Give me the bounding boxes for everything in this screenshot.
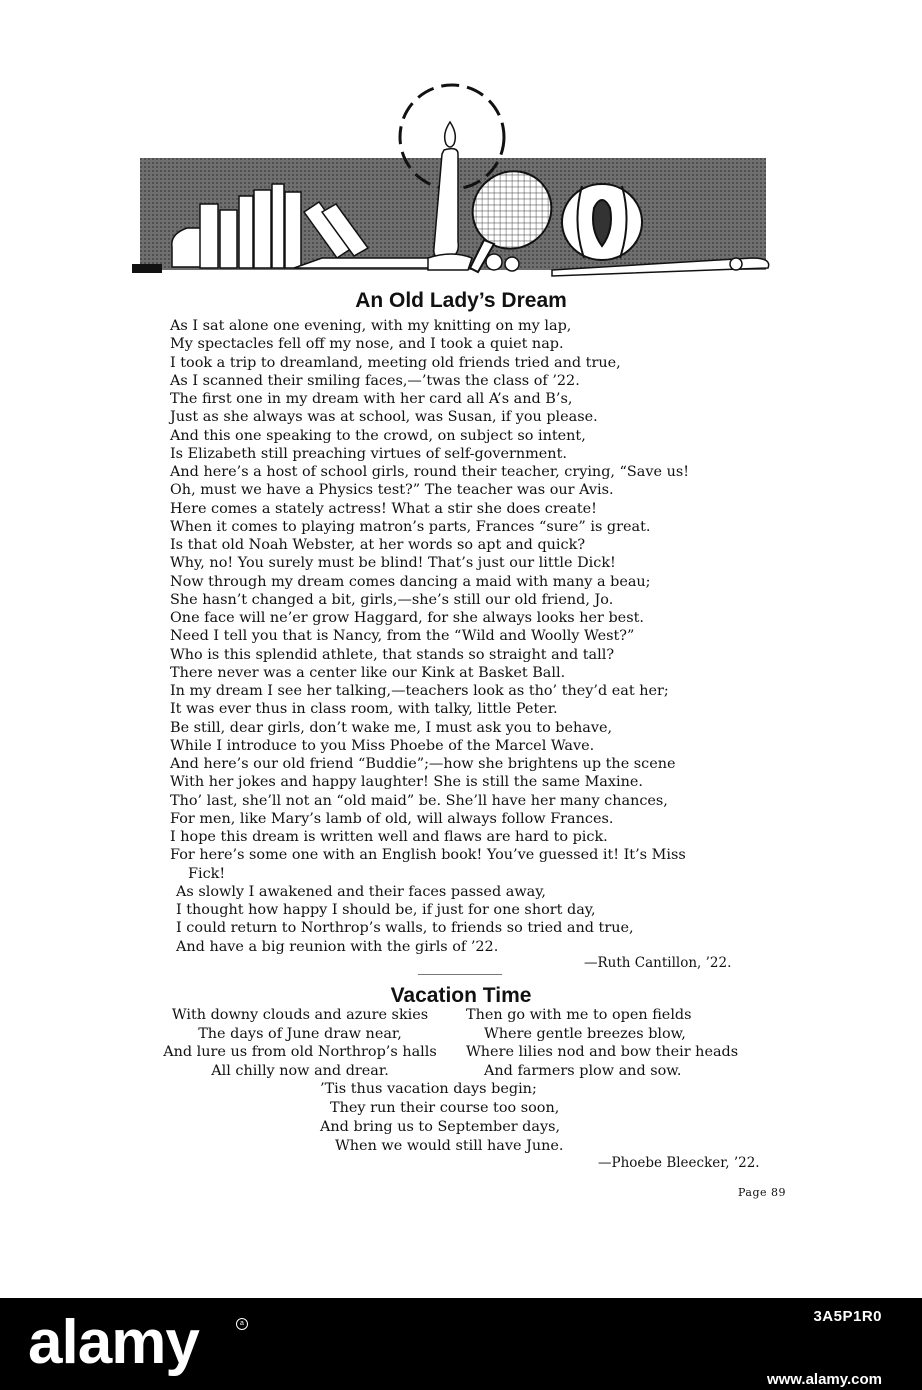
poem-line: There never was a center like our Kink at Basket Ball. [170, 664, 566, 681]
pumpkin-icon [562, 184, 642, 260]
poem-stanza-right [466, 1006, 786, 1080]
poem-line: Need I tell you that is Nancy, from the “Wild and Woolly West?” [170, 628, 635, 645]
poem-line: Is Elizabeth still preaching virtues of self-government. [170, 445, 567, 462]
poem-line: Now through my dream comes dancing a maid with many a beau; [170, 573, 651, 590]
poem-line: For here’s some one with an English book! You’ve guessed it! It’s Miss [170, 847, 686, 864]
page-number: Page 89 [738, 1186, 787, 1199]
poem-line: I took a trip to dreamland, meeting old friends tried and true, [170, 354, 621, 371]
poem-line: Where lilies nod and bow their heads [466, 1044, 739, 1060]
poem-line: I hope this dream is written well and flaws are hard to pick. [170, 829, 608, 845]
end-bar [132, 264, 162, 273]
poem-line: The days of June draw near, [198, 1025, 402, 1042]
poem-line: As I scanned their smiling faces,—’twas the class of ’22. [170, 372, 580, 389]
poem-line: Oh, must we have a Physics test?” The teacher was our Avis. [170, 482, 614, 499]
poem-line: For men, like Mary’s lamb of old, will always follow Frances. [170, 810, 614, 827]
poem-line: And here’s our old friend “Buddie”;—how she brightens up the scene [170, 756, 676, 772]
poem-line: Fick! [188, 865, 226, 882]
poem-line: Then go with me to open fields [466, 1007, 692, 1023]
poem-line: And this one speaking to the crowd, on subject so intent, [170, 427, 586, 444]
section-divider [418, 974, 502, 975]
poem-line: As I sat alone one evening, with my knitting on my lap, [170, 318, 572, 334]
poem-attribution: —Ruth Cantillon, ’22. [584, 955, 732, 971]
poem-line: And here’s a host of school girls, round their teacher, crying, “Save us! [170, 464, 690, 480]
poem-line: Here comes a stately actress! What a stir she does create! [170, 500, 597, 517]
poem-stanza-left [140, 1006, 460, 1080]
poem-line: Who is this splendid athlete, that stands so straight and tall? [170, 646, 615, 663]
poem-line: Tho’ last, she’ll not an “old maid” be. She’ll have her many chances, [170, 792, 668, 809]
poem-line: ’Tis thus vacation days begin; [320, 1081, 537, 1097]
poem-line: And bring us to September days, [320, 1119, 561, 1135]
ball-icon [486, 254, 502, 270]
poem-line: And farmers plow and sow. [484, 1062, 682, 1079]
poem-line: With downy clouds and azure skies [171, 1007, 429, 1023]
poem-line: Where gentle breezes blow, [484, 1025, 686, 1042]
poem-line: As slowly I awakened and their faces passed away, [176, 883, 547, 900]
still-life-illustration [132, 62, 782, 287]
image-id: 3A5P1R0 [813, 1308, 882, 1325]
poem-body [170, 317, 810, 956]
poem-line: With her jokes and happy laughter! She is still the same Maxine. [170, 774, 643, 791]
poem-line: And lure us from old Northrop’s halls [163, 1044, 437, 1060]
poem-line: All chilly now and drear. [211, 1062, 389, 1079]
poem-stanza-center [320, 1080, 563, 1156]
poem-line: I could return to Northrop’s walls, to friends so tried and true, [176, 920, 634, 937]
poem-line: In my dream I see her talking,—teachers look as tho’ they’d eat her; [170, 683, 669, 699]
poem-line: It was ever thus in class room, with talky, little Peter. [170, 701, 558, 718]
poem-line: While I introduce to you Miss Phoebe of the Marcel Wave. [170, 737, 595, 754]
site-url: www.alamy.com [766, 1371, 882, 1388]
poem-line: Just as she always was at school, was Susan, if you please. [170, 409, 598, 426]
ball-icon [730, 258, 742, 270]
poem-line: Why, no! You surely must be blind! That’s just our little Dick! [170, 555, 616, 572]
poem-line: They run their course too soon, [330, 1100, 560, 1116]
poem-title: Vacation Time [390, 984, 532, 1007]
poem-title: An Old Lady’s Dream [355, 289, 567, 312]
poem-line: Is that old Noah Webster, at her words so apt and quick? [170, 537, 586, 553]
poem-line: My spectacles fell off my nose, and I took a quiet nap. [170, 336, 564, 353]
ball-icon [505, 257, 519, 271]
poem-line: When it comes to playing matron’s parts, Frances “sure” is great. [170, 518, 651, 535]
watermark-footer [0, 1298, 922, 1390]
poem-line: I thought how happy I should be, if just for one short day, [176, 902, 596, 918]
poem-line: And have a big reunion with the girls of ’22. [176, 938, 499, 955]
registered-icon: a [236, 1318, 248, 1330]
poem-attribution: —Phoebe Bleecker, ’22. [598, 1155, 760, 1171]
poem-line: She hasn’t changed a bit, girls,—she’s still our old friend, Jo. [170, 591, 614, 608]
brand-logo: alamy [28, 1308, 199, 1377]
poem-line: One face will ne’er grow Haggard, for she always looks her best. [170, 610, 644, 626]
poem-line: Be still, dear girls, don’t wake me, I must ask you to behave, [170, 719, 613, 736]
poem-line: When we would still have June. [335, 1138, 564, 1154]
poem-line: The first one in my dream with her card all A’s and B’s, [170, 391, 573, 407]
image-id-block [767, 1308, 882, 1388]
